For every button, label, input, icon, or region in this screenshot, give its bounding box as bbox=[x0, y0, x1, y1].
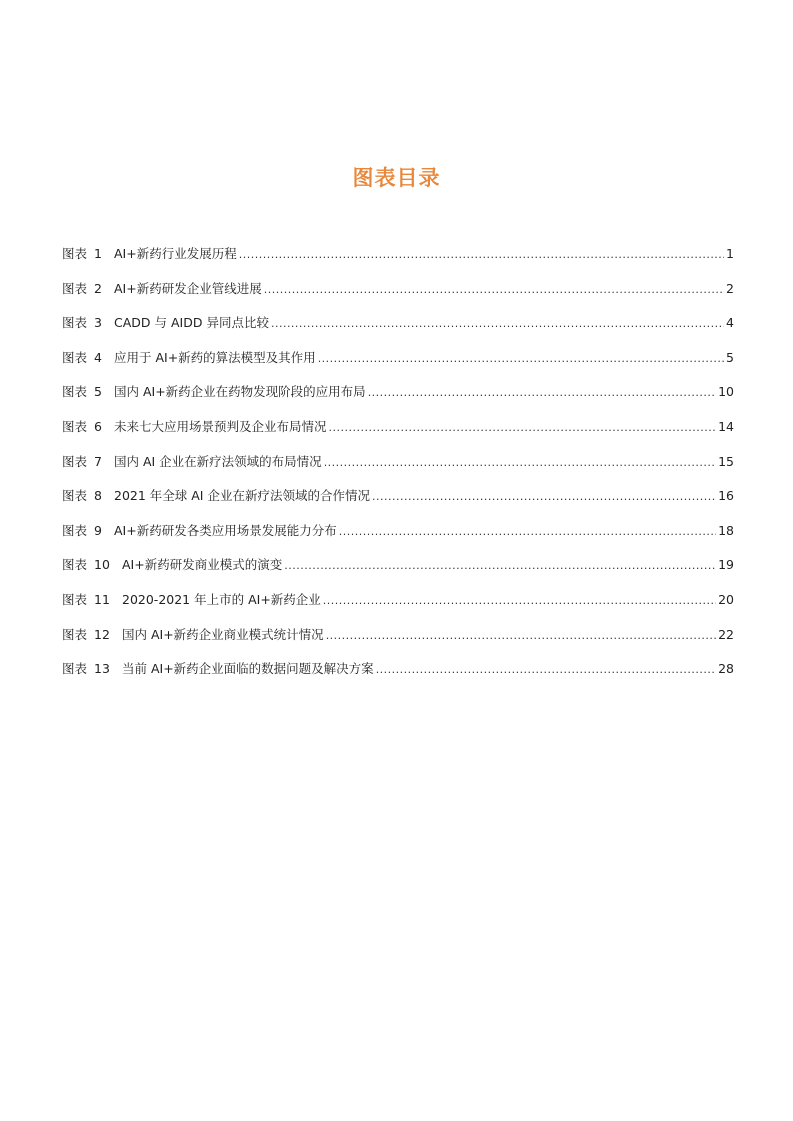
dot-leader bbox=[318, 347, 724, 371]
toc-entry-label: 图表 6 bbox=[62, 418, 102, 434]
toc-entry-label: 图表 3 bbox=[62, 315, 102, 331]
toc-entry[interactable] bbox=[62, 242, 734, 277]
toc-entry-text: 当前 AI+新药企业面临的数据问题及解决方案 bbox=[122, 661, 374, 677]
toc-entry-label: 图表 12 bbox=[62, 626, 110, 642]
dot-leader bbox=[271, 312, 724, 336]
toc-entry-text: AI+新药研发企业管线进展 bbox=[114, 280, 262, 296]
dot-leader bbox=[368, 381, 716, 405]
toc-entry-text: AI+新药行业发展历程 bbox=[114, 246, 237, 261]
dot-leader bbox=[329, 416, 717, 440]
toc-entry[interactable] bbox=[62, 311, 734, 346]
dot-leader bbox=[372, 485, 716, 509]
toc-entry-label: 图表 13 bbox=[62, 661, 110, 677]
toc-entry-page: 18 bbox=[718, 522, 734, 538]
toc-entry-page: 14 bbox=[718, 418, 734, 434]
dot-leader bbox=[339, 520, 716, 544]
toc-entry[interactable] bbox=[62, 484, 734, 519]
toc-entry-text: AI+新药研发商业模式的演变 bbox=[122, 557, 283, 573]
toc-entry-text: 国内 AI+新药企业在药物发现阶段的应用布局 bbox=[114, 384, 366, 400]
dot-leader bbox=[376, 658, 716, 682]
toc-entry-page: 16 bbox=[718, 488, 734, 504]
toc-entry-page: 4 bbox=[726, 315, 734, 331]
toc-entry-page: 15 bbox=[718, 453, 734, 469]
dot-leader bbox=[239, 243, 724, 267]
toc-entry-page: 22 bbox=[718, 626, 734, 642]
toc-entry[interactable] bbox=[62, 657, 734, 692]
toc-entry[interactable] bbox=[62, 553, 734, 588]
toc-entry[interactable] bbox=[62, 415, 734, 450]
toc-entry-text: 国内 AI 企业在新疗法领域的布局情况 bbox=[114, 453, 322, 469]
toc-entry-text: CADD 与 AIDD 异同点比较 bbox=[114, 315, 269, 331]
toc-entry[interactable] bbox=[62, 623, 734, 658]
toc-entry-label: 图表 8 bbox=[62, 488, 102, 504]
toc-entry-page: 20 bbox=[718, 591, 734, 607]
toc-title: 图表目录 bbox=[352, 166, 441, 190]
toc-entry-page: 10 bbox=[718, 384, 734, 400]
dot-leader bbox=[323, 589, 716, 613]
dot-leader bbox=[324, 451, 716, 475]
toc-entry-label: 图表 5 bbox=[62, 384, 102, 400]
toc-entry-label: 图表 2 bbox=[62, 280, 102, 296]
toc-entry-page: 1 bbox=[726, 246, 734, 261]
toc-entry-text: 未来七大应用场景预判及企业布局情况 bbox=[114, 418, 327, 434]
toc-entry-page: 2 bbox=[726, 280, 734, 296]
toc-entry-label: 图表 7 bbox=[62, 453, 102, 469]
toc-entry-label: 图表 10 bbox=[62, 557, 110, 573]
toc-entry[interactable] bbox=[62, 588, 734, 623]
toc-list bbox=[62, 242, 734, 692]
toc-entry[interactable] bbox=[62, 450, 734, 485]
toc-entry-text: 2020-2021 年上市的 AI+新药企业 bbox=[122, 591, 321, 607]
toc-entry[interactable] bbox=[62, 519, 734, 554]
dot-leader bbox=[326, 624, 716, 648]
toc-entry[interactable] bbox=[62, 346, 734, 381]
toc-entry-label: 图表 11 bbox=[62, 591, 110, 607]
dot-leader bbox=[264, 278, 724, 302]
toc-entry-page: 19 bbox=[718, 557, 734, 573]
toc-entry-page: 5 bbox=[726, 349, 734, 365]
toc-entry-text: 国内 AI+新药企业商业模式统计情况 bbox=[122, 626, 324, 642]
toc-entry-text: 2021 年全球 AI 企业在新疗法领域的合作情况 bbox=[114, 488, 370, 504]
toc-entry-page: 28 bbox=[718, 661, 734, 677]
toc-entry[interactable] bbox=[62, 277, 734, 312]
toc-entry-label: 图表 1 bbox=[62, 246, 102, 261]
dot-leader bbox=[284, 554, 716, 578]
toc-entry[interactable] bbox=[62, 380, 734, 415]
toc-entry-label: 图表 9 bbox=[62, 522, 102, 538]
toc-entry-text: AI+新药研发各类应用场景发展能力分布 bbox=[114, 522, 337, 538]
toc-entry-label: 图表 4 bbox=[62, 349, 102, 365]
toc-entry-text: 应用于 AI+新药的算法模型及其作用 bbox=[114, 349, 316, 365]
